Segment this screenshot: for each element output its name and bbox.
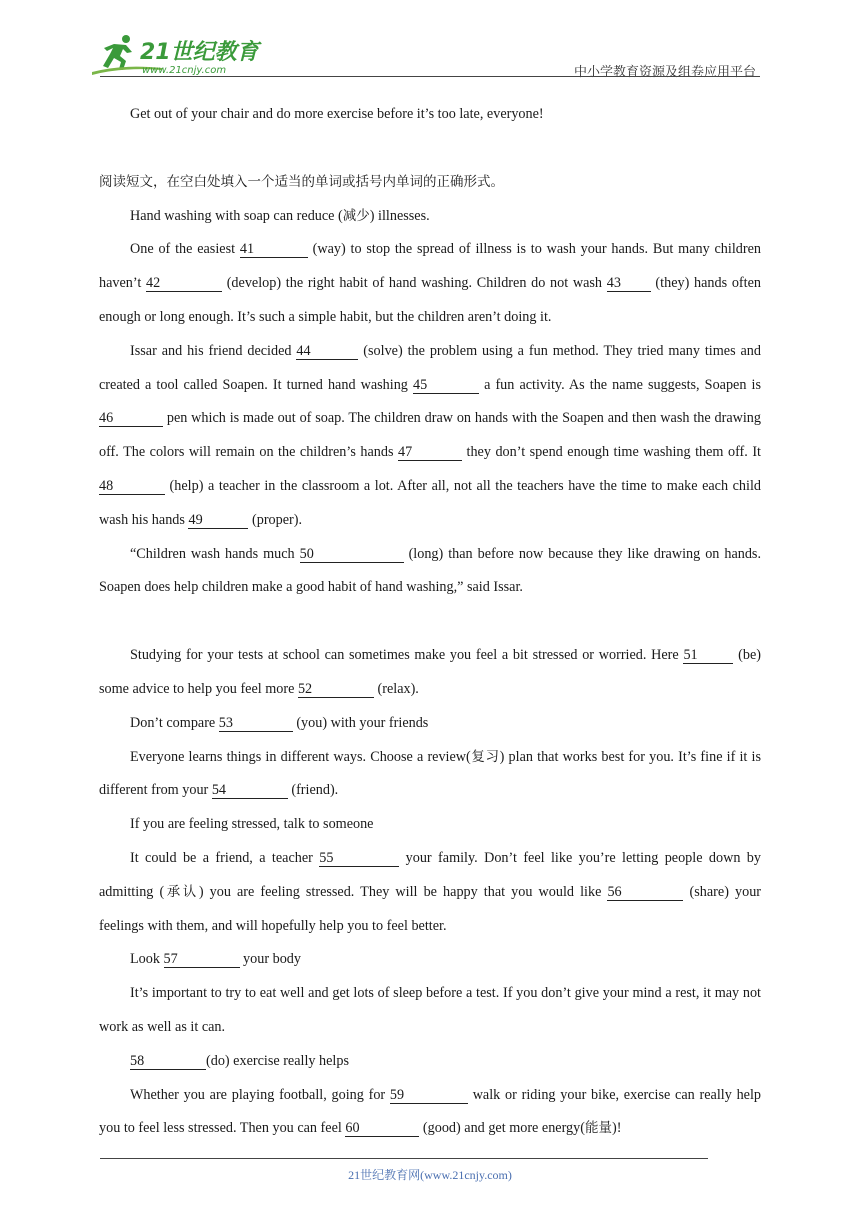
blank-50[interactable]: 50 (300, 547, 404, 563)
header-divider (100, 76, 760, 77)
blank-57[interactable]: 57 (164, 952, 240, 968)
blank-59[interactable]: 59 (390, 1088, 468, 1104)
page-header (0, 0, 860, 80)
passage2-heading4: 58 (do) exercise really helps (130, 1052, 349, 1069)
blank-45[interactable]: 45 (413, 378, 479, 394)
blank-46[interactable]: 46 (99, 411, 163, 427)
blank-44[interactable]: 44 (296, 344, 358, 360)
document-body (99, 98, 761, 1146)
passage1-paragraph3: “Children wash hands much 50 (long) than before now because they like drawing on hands. Soapen does help children make a good habit of hand washing,” said Issar. (99, 545, 761, 596)
blank-53[interactable]: 53 (219, 716, 293, 732)
blank-49[interactable]: 49 (188, 513, 248, 529)
footer-divider (100, 1158, 708, 1159)
logo (92, 34, 267, 78)
blank-54[interactable]: 54 (212, 783, 288, 799)
passage1-paragraph2: Issar and his friend decided 44 (solve) the problem using a fun method. They tried many times and created a tool called Soapen. It turned hand washing 45 a fun activity. As the name suggests, Soapen is 46 pen which is made out of soap. The children draw on hands with the Soapen and then wash the drawing off. The colors will remain on the children’s hands 47 they don’t spend enough time washing them off. It 48 (help) a teacher in the classroom a lot. After all, not all the teachers have the time to make each child wash his hands 49 (proper). (99, 342, 761, 528)
footer-text[interactable]: 21世纪教育网(www.21cnjy.com) (348, 1168, 512, 1182)
passage2-paragraph3: It could be a friend, a teacher 55 your family. Don’t feel like you’re letting people down by admitting (承认) you are feeling stressed. They will be happy that you would like 56 (share) your feelings with them, and will hopefully help you to feel better. (99, 849, 762, 934)
instruction: 阅读短文，在空白处填入一个适当的单词或括号内单词的正确形式。 (99, 173, 504, 190)
blank-41[interactable]: 41 (240, 242, 308, 258)
blank-52[interactable]: 52 (298, 682, 374, 698)
passage1-title: Hand washing with soap can reduce (减少) illnesses. (130, 207, 430, 224)
passage1-paragraph1: One of the easiest 41 (way) to stop the spread of illness is to wash your hands. But many children haven’t 42 (develop) the right habit of hand washing. Children do not wash 43 (they) hands often enough or long enough. It’s such a simple habit, but the children aren’t doing it. (99, 241, 761, 325)
blank-55[interactable]: 55 (319, 851, 399, 867)
blank-43[interactable]: 43 (607, 276, 651, 292)
svg-text:21世纪教育: 21世纪教育 (140, 40, 259, 65)
passage2-heading3: Look 57 your body (130, 951, 301, 968)
passage2-paragraph1: Studying for your tests at school can sometimes make you feel a bit stressed or worried. Here 51 (be) some advice to help you feel more 52 (relax). (99, 647, 761, 697)
passage2-paragraph2: Everyone learns things in different ways. Choose a review(复习) plan that works best for you. It’s fine if it is different from your 54 (friend). (99, 748, 762, 799)
passage2-heading1: Don’t compare 53 (you) with your friends (130, 714, 429, 731)
passage2-paragraph4: It’s important to try to eat well and get lots of sleep before a test. If you don’t give your mind a rest, it may not work as well as it can. (99, 985, 761, 1035)
blank-48[interactable]: 48 (99, 479, 165, 495)
passage2-heading2: If you are feeling stressed, talk to someone (130, 816, 374, 833)
blank-58[interactable]: 58 (130, 1054, 206, 1070)
blank-47[interactable]: 47 (398, 445, 462, 461)
svg-text:www.21cnjy.com: www.21cnjy.com (142, 65, 227, 76)
top-sentence: Get out of your chair and do more exercise before it’s too late, everyone! (130, 106, 544, 122)
passage2-paragraph5: Whether you are playing football, going for 59 walk or riding your bike, exercise can really help you to feel less stressed. Then you can feel 60 (good) and get more energy(能量)! (99, 1086, 761, 1137)
blank-56[interactable]: 56 (607, 885, 683, 901)
platform-name: 中小学教育资源及组卷应用平台 (573, 65, 756, 80)
blank-60[interactable]: 60 (345, 1121, 419, 1137)
blank-42[interactable]: 42 (146, 276, 222, 292)
blank-51[interactable]: 51 (683, 648, 733, 664)
